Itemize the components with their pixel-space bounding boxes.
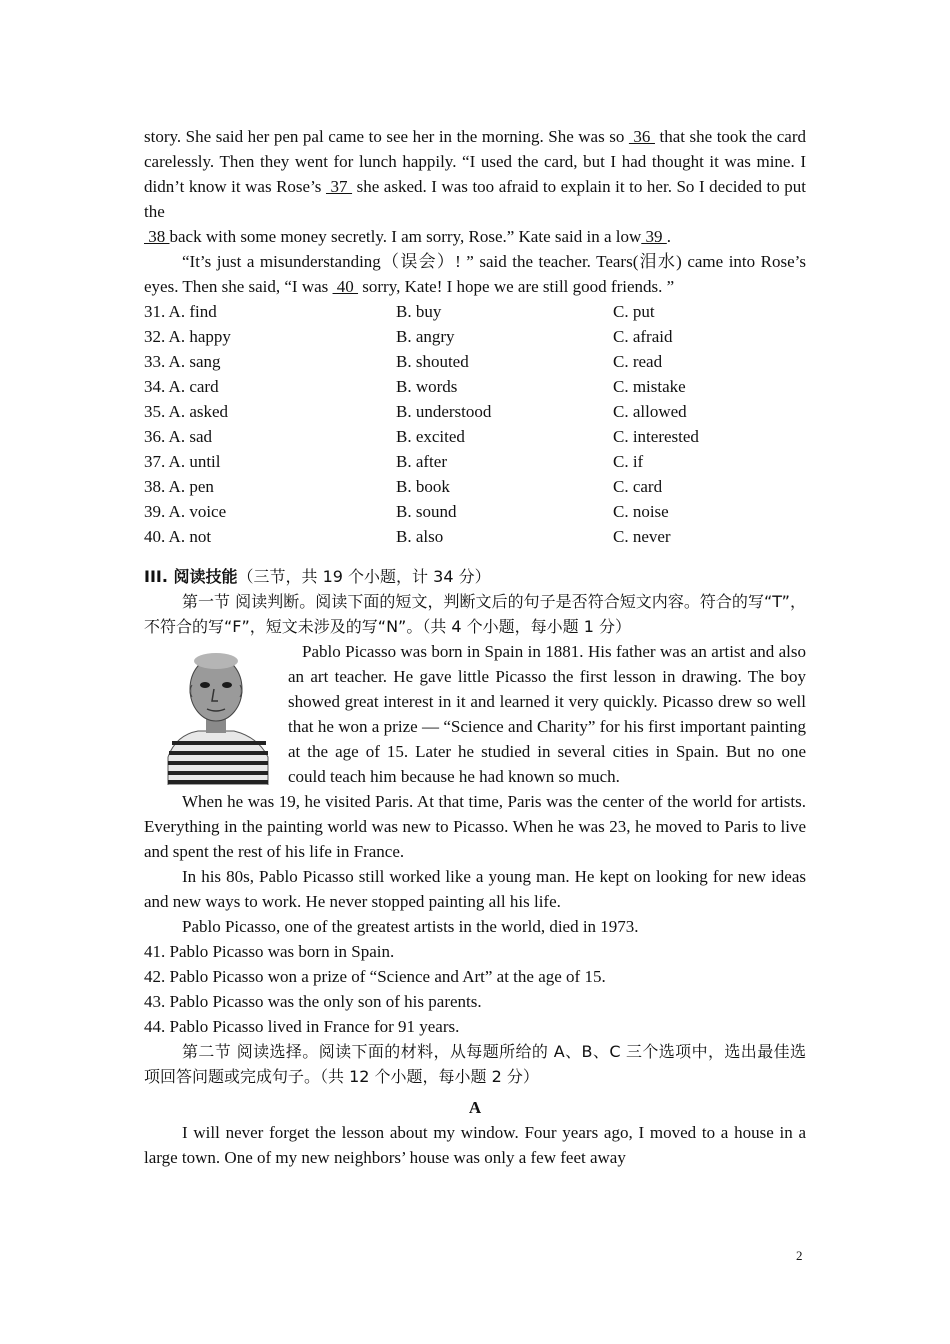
blank-37: 37: [325, 177, 353, 196]
option-row-32: 32. A. happy B. angry C. afraid: [144, 327, 673, 346]
passage-a-paragraph: I will never forget the lesson about my window. Four years ago, I moved to a house in a large town. One of my new neighbors’ house was only a few feet away: [144, 1123, 806, 1167]
blank-40: 40: [332, 277, 359, 296]
statement-43: 43. Pablo Picasso was the only son of his parents.: [144, 992, 482, 1011]
page-number: 2: [796, 1248, 803, 1263]
statement-42: 42. Pablo Picasso won a prize of “Science and Art” at the age of 15.: [144, 967, 606, 986]
section-heading: III. 阅读技能（三节，共 19 个小题，计 34 分）: [144, 567, 491, 586]
statement-41: 41. Pablo Picasso was born in Spain.: [144, 942, 395, 961]
passage-a-title: A: [468, 1098, 482, 1117]
statement-list: [144, 939, 806, 1039]
picasso-portrait-image: [158, 647, 272, 785]
option-row-40: 40. A. not B. also C. never: [144, 527, 671, 546]
option-row-31: 31. A. find B. buy C. put: [144, 302, 655, 321]
options-list: [144, 299, 806, 549]
picasso-paragraph-2: When he was 19, he visited Paris. At that time, Paris was the center of the world for artists. Everything in the painting world was new to Picasso. When he was 23, he moved to Paris to live and spent the rest of his life in France.: [144, 792, 806, 861]
passage-end-paragraph-1: story. She said her pen pal came to see her in the morning. She was so 36 that she took the card carelessly. Then they went for lunch happily. “I used the card, but I had thought it was mine. I didn’t know it was Rose’s 37 she asked. I was too afraid to explain it to her. So I decided to put the 38 back with some money secretly. I am sorry, Rose.” Kate said in a low 39 .: [144, 127, 807, 246]
picasso-paragraph-4: Pablo Picasso, one of the greatest artists in the world, died in 1973.: [182, 917, 639, 936]
option-row-34: 34. A. card B. words C. mistake: [144, 377, 686, 396]
option-row-35: 35. A. asked B. understood C. allowed: [144, 402, 687, 421]
picasso-intro: [144, 639, 806, 789]
picasso-paragraph-3: In his 80s, Pablo Picasso still worked like a young man. He kept on looking for new ideas and new ways to work. He never stopped painting all his life.: [144, 867, 806, 911]
page-content: [144, 124, 806, 1170]
blank-39: 39: [641, 227, 667, 246]
picasso-paragraph-1: Pablo Picasso was born in Spain in 1881. His father was an artist and also an art teacher. He gave little Picasso the first lesson in drawing. The boy showed great interest in it and learned it very quickly. Picasso drew so well that he won a prize — “Science and Charity” for his first important painting at the age of 15. Later he studied in several cities in Spain. But no one could teach him because he had known so much.: [288, 642, 806, 786]
part1-instructions: 第一节 阅读判断。阅读下面的短文，判断文后的句子是否符合短文内容。符合的写“T”，不符合的写“F”，短文未涉及的写“N”。（共 4 个小题，每小题 1 分）: [144, 592, 806, 636]
option-row-33: 33. A. sang B. shouted C. read: [144, 352, 663, 371]
option-row-37: 37. A. until B. after C. if: [144, 452, 644, 471]
option-row-36: 36. A. sad B. excited C. interested: [144, 427, 699, 446]
statement-44: 44. Pablo Picasso lived in France for 91 years.: [144, 1017, 460, 1036]
blank-36: 36: [628, 127, 655, 146]
option-row-39: 39. A. voice B. sound C. noise: [144, 502, 669, 521]
blank-38: 38: [144, 227, 170, 246]
option-row-38: 38. A. pen B. book C. card: [144, 477, 663, 496]
passage-end-paragraph-2: “It’s just a misunderstanding（误会）! ” said the teacher. Tears(泪水) came into Rose’s eyes. Then she said, “I was 40 sorry, Kate! I hope we are still good friends. ”: [144, 252, 806, 296]
part2-instructions: 第二节 阅读选择。阅读下面的材料，从每题所给的 A、B、C 三个选项中，选出最佳选项回答问题或完成句子。（共 12 个小题，每小题 2 分）: [144, 1042, 806, 1086]
